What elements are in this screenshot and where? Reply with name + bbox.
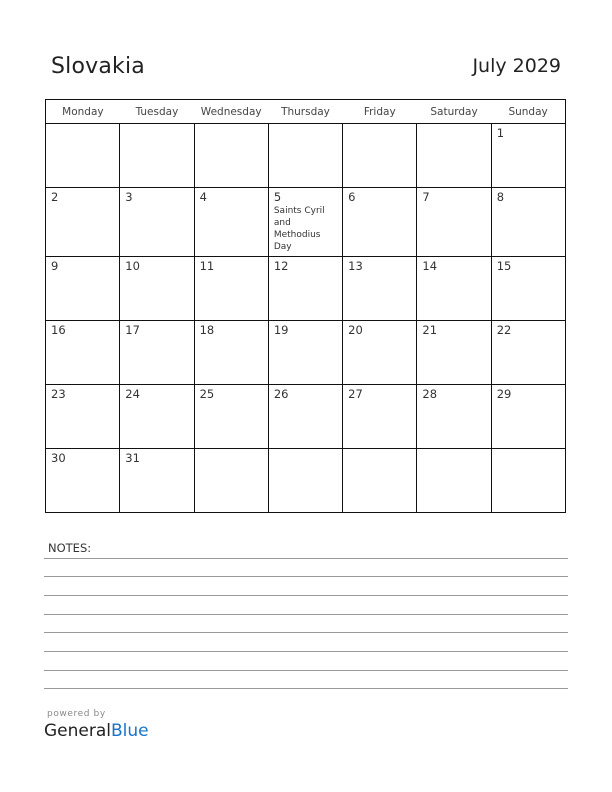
note-line xyxy=(44,670,568,671)
day-number: 9 xyxy=(51,259,59,273)
day-number: 4 xyxy=(199,190,207,204)
day-number: 12 xyxy=(273,259,289,273)
note-line xyxy=(44,632,568,633)
day-number: 11 xyxy=(199,259,215,273)
day-cell xyxy=(417,188,491,257)
day-cell xyxy=(194,385,268,449)
day-cell xyxy=(120,188,194,257)
day-cell xyxy=(491,124,565,188)
day-cell xyxy=(343,385,417,449)
day-cell xyxy=(343,257,417,321)
day-number: 10 xyxy=(125,259,140,273)
weekday-sunday: Sunday xyxy=(491,100,565,124)
note-line xyxy=(44,558,568,559)
country-title: Slovakia xyxy=(51,54,145,79)
weekday-thursday: Thursday xyxy=(268,100,342,124)
empty-day-cell xyxy=(343,449,417,513)
day-number: 25 xyxy=(199,387,215,401)
day-cell xyxy=(268,188,342,257)
day-number: 29 xyxy=(496,387,512,401)
note-line xyxy=(44,595,568,596)
day-number: 24 xyxy=(125,387,140,401)
day-number: 2 xyxy=(51,190,59,204)
day-number: 18 xyxy=(199,323,215,337)
day-number: 14 xyxy=(422,259,438,273)
day-number: 30 xyxy=(51,451,66,465)
day-number: 31 xyxy=(125,451,140,465)
empty-day-cell xyxy=(417,124,491,188)
empty-day-cell xyxy=(343,124,417,188)
empty-day-cell xyxy=(120,124,194,188)
brand-blue: Blue xyxy=(111,721,149,741)
empty-day-cell xyxy=(194,124,268,188)
day-number: 16 xyxy=(51,323,66,337)
empty-day-cell xyxy=(46,124,120,188)
empty-day-cell xyxy=(268,449,342,513)
note-line xyxy=(44,614,568,615)
day-number: 6 xyxy=(348,190,356,204)
generalblue-logo xyxy=(44,721,149,741)
day-number: 13 xyxy=(348,259,363,273)
weekday-header-row xyxy=(46,100,566,124)
day-cell xyxy=(491,321,565,385)
day-cell xyxy=(491,257,565,321)
day-number: 21 xyxy=(422,323,438,337)
weekday-saturday: Saturday xyxy=(417,100,491,124)
day-cell xyxy=(120,257,194,321)
weekday-friday: Friday xyxy=(343,100,417,124)
weekday-tuesday: Tuesday xyxy=(120,100,194,124)
day-cell xyxy=(46,385,120,449)
day-cell xyxy=(417,321,491,385)
week-row xyxy=(46,188,566,257)
note-line xyxy=(44,651,568,652)
day-cell xyxy=(120,385,194,449)
day-number: 27 xyxy=(348,387,363,401)
day-cell xyxy=(46,188,120,257)
day-cell xyxy=(46,449,120,513)
day-cell xyxy=(343,321,417,385)
day-cell xyxy=(120,449,194,513)
day-number: 15 xyxy=(496,259,512,273)
day-number: 3 xyxy=(125,190,133,204)
powered-by-text: powered by xyxy=(47,709,106,719)
day-number: 1 xyxy=(496,126,505,140)
day-cell xyxy=(194,321,268,385)
day-cell xyxy=(491,385,565,449)
day-cell xyxy=(417,257,491,321)
empty-day-cell xyxy=(491,449,565,513)
day-number: 19 xyxy=(273,323,289,337)
note-line xyxy=(44,688,568,689)
weekday-monday: Monday xyxy=(46,100,120,124)
day-number: 17 xyxy=(125,323,140,337)
day-cell xyxy=(268,321,342,385)
note-line xyxy=(44,576,568,577)
day-cell xyxy=(268,385,342,449)
day-cell xyxy=(491,188,565,257)
week-row xyxy=(46,257,566,321)
day-number: 23 xyxy=(51,387,66,401)
brand-general: General xyxy=(44,721,111,741)
day-cell xyxy=(46,321,120,385)
month-year-title: July 2029 xyxy=(472,55,561,77)
day-number: 8 xyxy=(496,190,505,204)
week-row xyxy=(46,449,566,513)
empty-day-cell xyxy=(417,449,491,513)
day-cell xyxy=(194,257,268,321)
day-cell xyxy=(343,188,417,257)
week-row xyxy=(46,321,566,385)
empty-day-cell xyxy=(194,449,268,513)
day-number: 26 xyxy=(273,387,289,401)
week-row xyxy=(46,385,566,449)
day-cell xyxy=(120,321,194,385)
calendar-grid xyxy=(45,99,566,513)
day-number: 22 xyxy=(496,323,512,337)
weekday-wednesday: Wednesday xyxy=(194,100,268,124)
day-number: 28 xyxy=(422,387,438,401)
week-row xyxy=(46,124,566,188)
day-number: 20 xyxy=(348,323,363,337)
day-number: 5 xyxy=(273,190,282,204)
day-number: 7 xyxy=(422,190,430,204)
empty-day-cell xyxy=(268,124,342,188)
day-cell xyxy=(268,257,342,321)
day-cell xyxy=(417,385,491,449)
day-cell xyxy=(46,257,120,321)
day-cell xyxy=(194,188,268,257)
holiday-label: Saints Cyril and Methodius Day xyxy=(273,206,325,252)
notes-label: NOTES: xyxy=(48,541,92,555)
